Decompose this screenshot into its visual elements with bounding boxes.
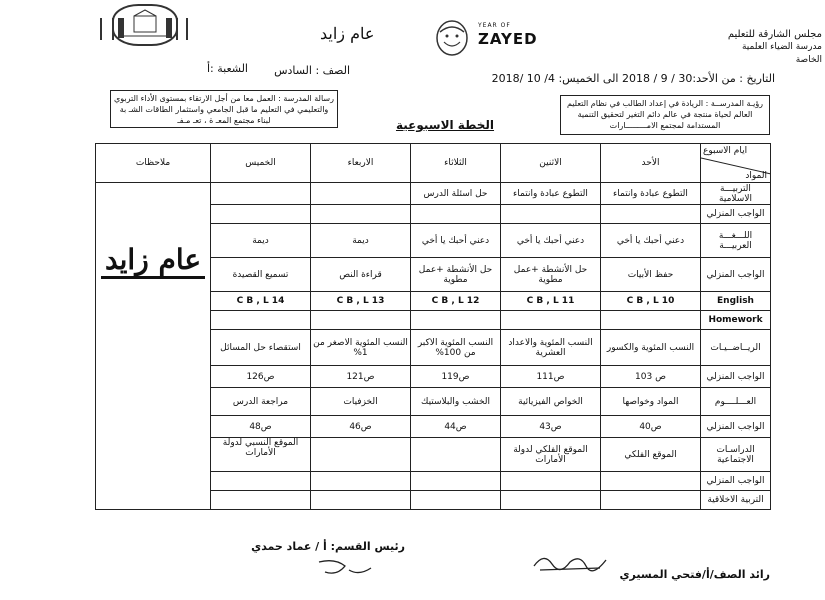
cell-moral-mon — [501, 491, 601, 510]
notes-header: ملاحظات — [96, 144, 211, 183]
cell-moral-sun — [601, 491, 701, 510]
cell-moral-wed — [311, 491, 411, 510]
row-label-science: العـــلــــوم — [701, 388, 771, 416]
table-row — [96, 183, 771, 205]
cell-social-hw-mon — [501, 472, 601, 491]
cell-math-sun: النسب المئوية والكسور — [601, 330, 701, 366]
cell-arabic-hw-wed: قراءة النص — [311, 258, 411, 292]
cell-english-hw-tue — [411, 311, 501, 330]
cell-social-hw-tue — [411, 472, 501, 491]
cell-arabic-tue: دعني أحبك يا أخي — [411, 224, 501, 258]
cell-math-thu: استقصاء حل المسائل — [211, 330, 311, 366]
cell-islamic-thu — [211, 183, 311, 205]
cell-arabic-thu: ديمة — [211, 224, 311, 258]
council-name: مجلس الشارقة للتعليم — [727, 29, 822, 40]
cell-moral-tue — [411, 491, 501, 510]
notes-text: عام زايد — [101, 243, 205, 279]
row-label-arabic-homework: الواجب المنزلي — [701, 258, 771, 292]
mission-text: رسالة المدرسة : العمل معا من أجل الارتقاء بمستوى الأداء التربوي والتعليمي في التعليم ما قبل الجامعي واستثمار الطاقات الشـ بة لبناء مجتمع المعـ ة ، تعـ مـفـ — [114, 94, 334, 125]
day-header-tuesday: الثلاثاء — [411, 144, 501, 183]
cell-math-tue: النسب المئوية الاكبر من 100% — [411, 330, 501, 366]
cell-math-hw-wed: ص121 — [311, 366, 411, 388]
cell-english-tue: C B , L 12 — [411, 292, 501, 311]
dept-head-label: رئيس القسم: أ / عماد حمدي — [251, 540, 405, 553]
row-label-social-homework: الواجب المنزلي — [701, 472, 771, 491]
row-label-english: English — [701, 292, 771, 311]
year-of-text: YEAR OF — [478, 22, 511, 29]
year-of-zayed-logo — [320, 20, 570, 56]
date-line: التاريخ : من الأحد:30 / 9 / 2018 الى الخميس: 4/ 10 /2018 — [491, 72, 775, 85]
cell-arabic-mon: دعني أحبك يا أخي — [501, 224, 601, 258]
zayed-portrait-icon — [432, 20, 472, 56]
cell-math-hw-sun: ص 103 — [601, 366, 701, 388]
cell-math-hw-mon: ص111 — [501, 366, 601, 388]
cell-social-hw-thu — [211, 472, 311, 491]
school-seal-logo — [112, 4, 178, 46]
row-label-social-studies: الدراسـات الاجتماعية — [701, 438, 771, 472]
cell-english-hw-mon — [501, 311, 601, 330]
cell-arabic-hw-thu: تسميع القصيدة — [211, 258, 311, 292]
cell-islamic-sun: التطوع عبادة وانتماء — [601, 183, 701, 205]
cell-islamic-hw-wed — [311, 205, 411, 224]
cell-islamic-mon: التطوع عبادة وانتماء — [501, 183, 601, 205]
cell-science-wed: الخزفيات — [311, 388, 411, 416]
cell-social-tue — [411, 438, 501, 472]
cell-islamic-hw-sun — [601, 205, 701, 224]
day-header-monday: الاثنين — [501, 144, 601, 183]
cell-english-mon: C B , L 11 — [501, 292, 601, 311]
cell-science-sun: المواد وخواصها — [601, 388, 701, 416]
cell-math-hw-tue: ص119 — [411, 366, 501, 388]
weekly-plan-table — [95, 143, 771, 510]
cell-moral-thu — [211, 491, 311, 510]
cell-arabic-hw-tue: حل الأنشطة +عمل مطوية — [411, 258, 501, 292]
cell-social-thu: الموقع النسبي لدولة الأمارات — [211, 438, 311, 472]
row-label-english-homework: Homework — [701, 311, 771, 330]
header-council-block — [722, 28, 822, 67]
class-leader-label: رائد الصف/أ/فتحي المسيري — [619, 568, 770, 581]
cell-islamic-wed — [311, 183, 411, 205]
cell-social-hw-sun — [601, 472, 701, 491]
seal-left-bracket — [100, 18, 114, 40]
cell-arabic-wed: ديمة — [311, 224, 411, 258]
dept-head-signature — [315, 556, 375, 580]
seal-emblem-icon — [114, 6, 176, 44]
cell-math-hw-thu: ص126 — [211, 366, 311, 388]
cell-social-hw-wed — [311, 472, 411, 491]
vision-text: رؤيـة المدرســة : الريادة في إعداد الطالب في نظام التعليم العالم لحياة منتجة في عالم دائم التغير لتحقيق التنمية المستدامة لمجتمع الامـــــــــارات — [566, 99, 764, 130]
zayed-arabic-mark: عام زايد — [320, 24, 375, 43]
cell-science-hw-sun: ص40 — [601, 416, 701, 438]
cell-islamic-hw-tue — [411, 205, 501, 224]
cell-english-thu: C B , L 14 — [211, 292, 311, 311]
day-header-sunday: الأحد — [601, 144, 701, 183]
cell-english-hw-wed — [311, 311, 411, 330]
cell-arabic-sun: دعني أحبك يا أخي — [601, 224, 701, 258]
cell-science-hw-mon: ص43 — [501, 416, 601, 438]
cell-arabic-hw-mon: حل الأنشطة +عمل مطوية — [501, 258, 601, 292]
cell-math-wed: النسب المئوية الاصغر من 1% — [311, 330, 411, 366]
class-label: الصف : السادس — [274, 64, 350, 77]
row-label-science-homework: الواجب المنزلي — [701, 416, 771, 438]
class-leader-signature — [530, 548, 610, 576]
day-header-wednesday: الاربعاء — [311, 144, 411, 183]
cell-science-mon: الخواص الفيزيائية — [501, 388, 601, 416]
row-label-islamic-homework: الواجب المنزلي — [701, 205, 771, 224]
cell-social-sun: الموقع الفلكي — [601, 438, 701, 472]
cell-science-thu: مراجعة الدرس — [211, 388, 311, 416]
vision-box — [560, 95, 770, 135]
row-label-math-homework: الواجب المنزلي — [701, 366, 771, 388]
day-header-thursday: الخميس — [211, 144, 311, 183]
plan-title: الخطة الاسبوعية — [395, 118, 495, 132]
row-label-math: الريــاضــيـات — [701, 330, 771, 366]
row-label-islamic: التربيـــة الاسلامية — [701, 183, 771, 205]
cell-english-wed: C B , L 13 — [311, 292, 411, 311]
notes-cell — [96, 183, 211, 510]
zayed-text: ZAYED — [478, 30, 538, 48]
corner-days-label: ايام الاسبوع — [703, 146, 748, 156]
cell-english-hw-thu — [211, 311, 311, 330]
cell-islamic-hw-mon — [501, 205, 601, 224]
seal-right-bracket — [176, 18, 188, 40]
corner-header-cell — [701, 144, 771, 183]
row-label-arabic: اللـــغـــة العربيـــة — [701, 224, 771, 258]
mission-box — [110, 90, 338, 128]
school-name: مدرسة الضياء العلمية الخاصة — [741, 42, 822, 65]
cell-english-hw-sun — [601, 311, 701, 330]
cell-social-wed — [311, 438, 411, 472]
corner-subjects-label: المواد — [745, 171, 767, 181]
cell-science-hw-thu: ص48 — [211, 416, 311, 438]
cell-arabic-hw-sun: حفظ الأبيات — [601, 258, 701, 292]
cell-math-mon: النسب المئوية والاعداد العشرية — [501, 330, 601, 366]
row-label-moral-education: التربية الاخلاقية — [701, 491, 771, 510]
section-label: الشعبة :أ — [206, 62, 248, 75]
table-header-row — [96, 144, 771, 183]
cell-islamic-tue: حل اسئلة الدرس — [411, 183, 501, 205]
cell-science-tue: الخشب والبلاستيك — [411, 388, 501, 416]
cell-social-mon: الموقع الفلكي لدولة الأمارات — [501, 438, 601, 472]
cell-science-hw-wed: ص46 — [311, 416, 411, 438]
cell-islamic-hw-thu — [211, 205, 311, 224]
cell-english-sun: C B , L 10 — [601, 292, 701, 311]
cell-science-hw-tue: ص44 — [411, 416, 501, 438]
